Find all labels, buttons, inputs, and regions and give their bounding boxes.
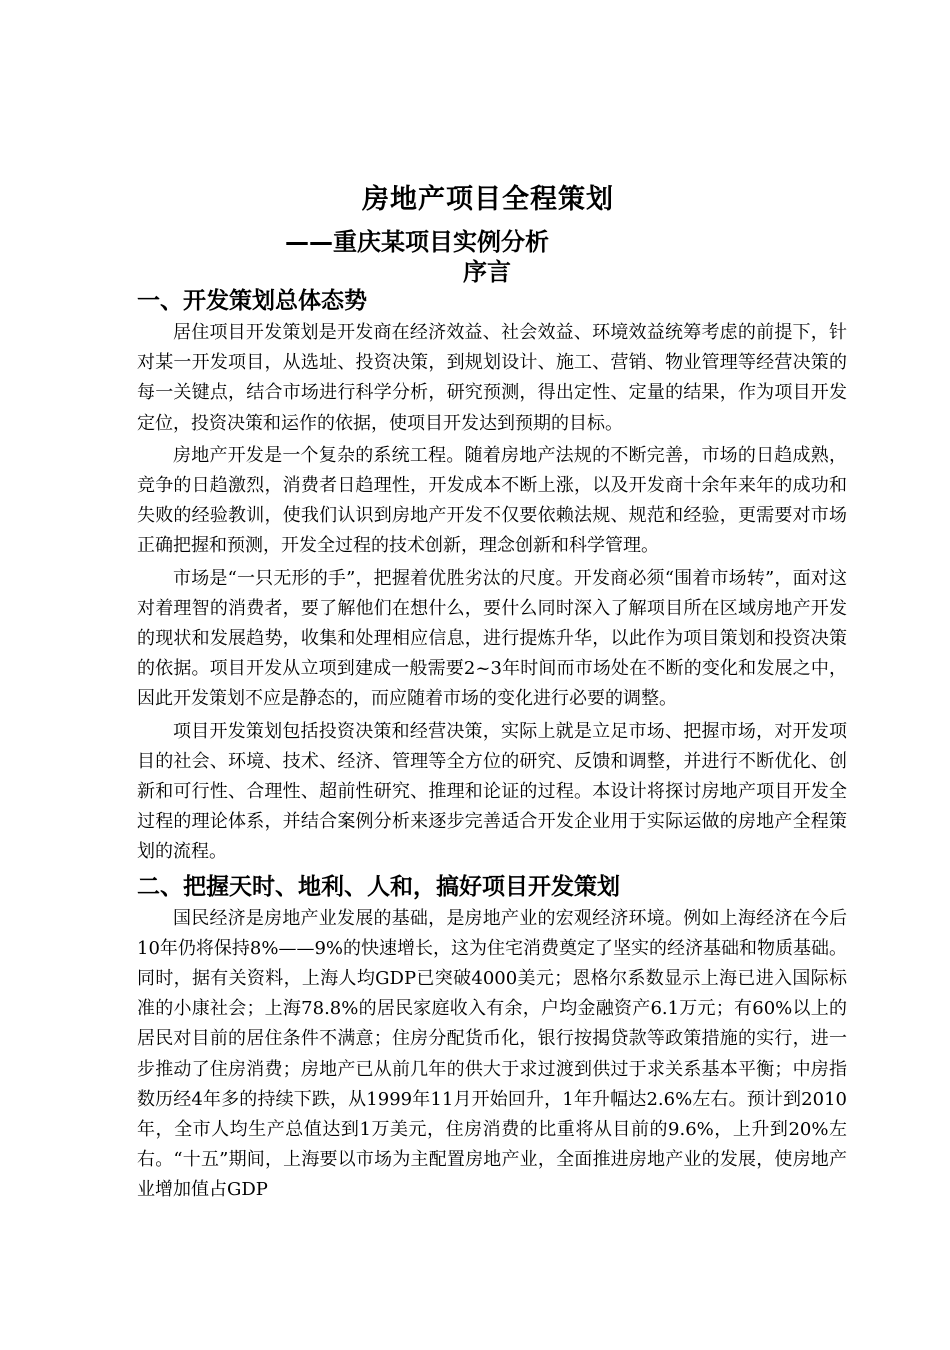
- document-subtitle: ——重庆某项目实例分析: [285, 228, 549, 256]
- section-1: [137, 284, 847, 868]
- paragraph: 国民经济是房地产业发展的基础，是房地产业的宏观经济环境。例如上海经济在今后10年仍将保持8%——9%的快速增长，这为住宅消费奠定了坚实的经济基础和物质基础。同时，据有关资料，上海人均GDP已突破4000美元；恩格尔系数显示上海已进入国际标准的小康社会；上海78.8%的居民家庭收入有余，户均金融资产6.1万元；有60%以上的居民对目前的居住条件不满意；住房分配货币化，银行按揭贷款等政策措施的实行，进一步推动了住房消费；房地产已从前几年的供大于求过渡到供过于求关系基本平衡；中房指数历经4年多的持续下跌，从1999年11月开始回升，1年升幅达2.6%左右。预计到2010年，全市人均生产总值达到1万美元，住房消费的比重将从目前的9.6%，上升到20%左右。“十五”期间，上海要以市场为主配置房地产业，全面推进房地产业的发展，使房地产业增加值占GDP: [137, 907, 848, 1201]
- paragraph: 市场是“一只无形的手”，把握着优胜劣汰的尺度。开发商必须“围着市场转”，面对这对着理智的消费者，要了解他们在想什么，要什么同时深入了解项目所在区域房地产开发的现状和发展趋势，收集和处理相应信息，进行提炼升华，以此作为项目策划和投资决策的依据。项目开发从立项到建成一般需要2~3年时间而市场处在不断的变化和发展之中，因此开发策划不应是静态的，而应随着市场的变化进行必要的调整。: [137, 567, 847, 710]
- preface-heading: 序言: [463, 258, 511, 286]
- paragraph: 房地产开发是一个复杂的系统工程。随着房地产法规的不断完善，市场的日趋成熟，竞争的日趋激烈，消费者日趋理性，开发成本不断上涨，以及开发商十余年来年的成功和失败的经验教训，使我们认识到房地产开发不仅要依赖法规、规范和经验，更需要对市场正确把握和预测，开发全过程的技术创新，理念创新和科学管理。: [137, 444, 847, 557]
- document-title: 房地产项目全程策划: [362, 184, 614, 215]
- section-2: [137, 870, 847, 1206]
- section-heading: 二、把握天时、地利、人和，搞好项目开发策划: [137, 873, 620, 900]
- paragraph: 项目开发策划包括投资决策和经营决策，实际上就是立足市场、把握市场，对开发项目的社会、环境、技术、经济、管理等全方位的研究、反馈和调整，并进行不断优化、创新和可行性、合理性、超前性研究、推理和论证的过程。本设计将探讨房地产项目开发全过程的理论体系，并结合案例分析来逐步完善适合开发企业用于实际运做的房地产全程策划的流程。: [137, 720, 847, 863]
- document-body: [137, 284, 847, 1208]
- section-heading: 一、开发策划总体态势: [137, 288, 367, 314]
- paragraph: 居住项目开发策划是开发商在经济效益、社会效益、环境效益统筹考虑的前提下，针对某一开发项目，从选址、投资决策，到规划设计、施工、营销、物业管理等经营决策的每一关键点，结合市场进行科学分析，研究预测，得出定性、定量的结果，作为项目开发定位，投资决策和运作的依据，使项目开发达到预期的目标。: [137, 322, 847, 434]
